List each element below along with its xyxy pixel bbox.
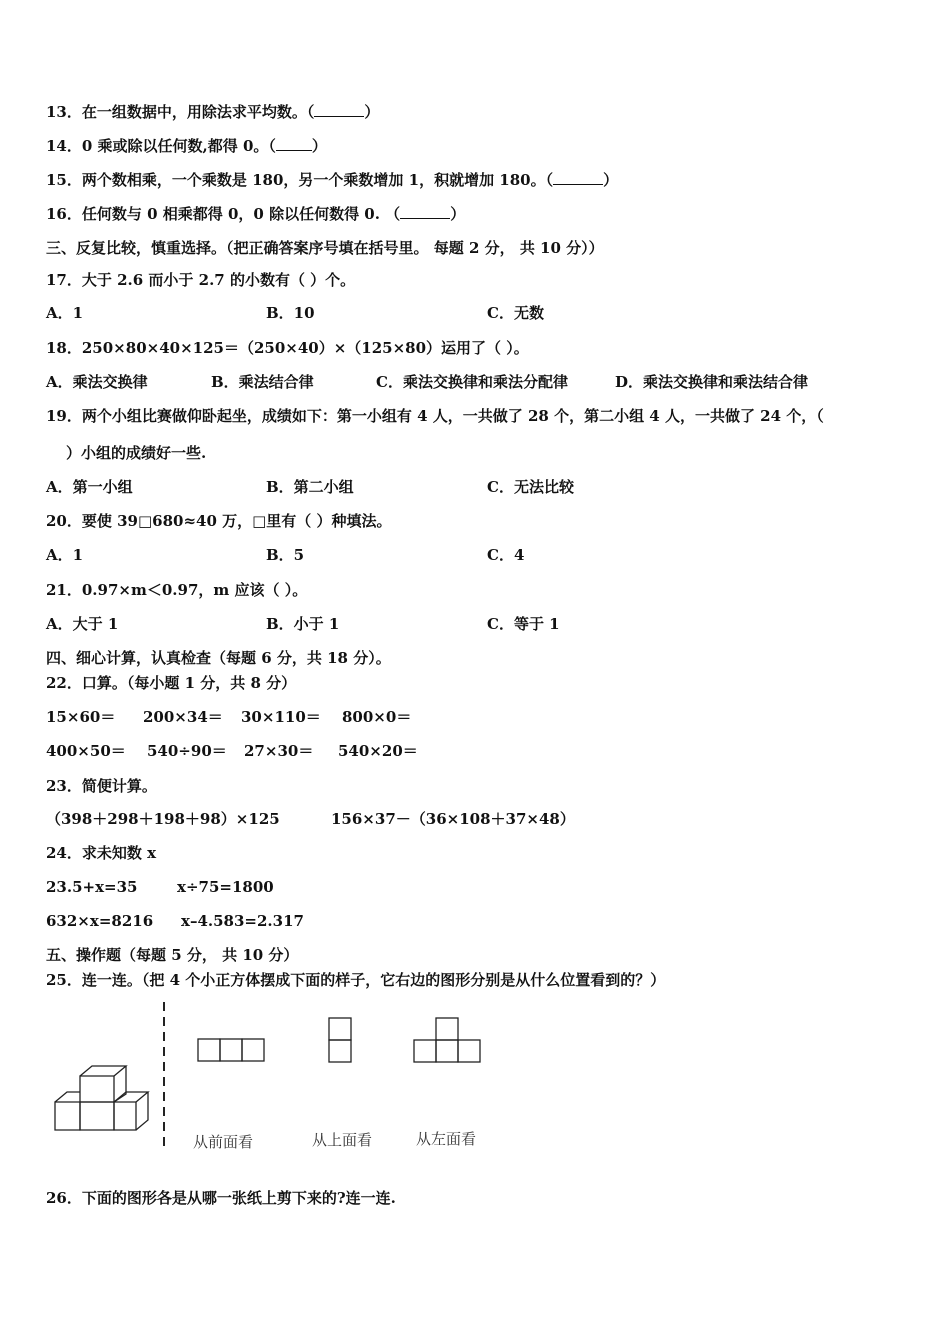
top-view-caption: 从上面看 — [312, 1131, 373, 1149]
question-24-title: 24．求未知数 x — [46, 844, 157, 862]
answer-blank[interactable] — [276, 136, 312, 151]
question-13 — [46, 101, 379, 123]
question-19-stem-line2: ）小组的成绩好一些. — [66, 444, 207, 462]
q14-number: 14． — [46, 137, 82, 155]
q21-option-b[interactable]: B．小于 1 — [266, 615, 340, 633]
q13-text: 在一组数据中，用除法求平均数。（ — [81, 103, 315, 121]
section-4-heading: 四、细心计算，认真检查（每题 6 分，共 18 分）。 — [46, 649, 391, 667]
q24-equation: x÷75=1800 — [177, 878, 274, 896]
q20-option-b[interactable]: B．5 — [266, 546, 305, 564]
question-18-stem: 18．250×80×40×125＝（250×40）×（125×80）运用了（ ）。 — [46, 339, 529, 357]
question-15 — [46, 169, 618, 191]
q14-close-paren: ） — [311, 137, 327, 155]
question-22-title: 22．口算。（每小题 1 分，共 8 分） — [46, 674, 297, 692]
question-26-stem: 26．下面的图形各是从哪一张纸上剪下来的?连一连. — [46, 1189, 396, 1207]
q24-equation: 632×x=8216 — [46, 912, 154, 930]
q21-option-c[interactable]: C．等于 1 — [487, 615, 560, 633]
q17-option-c[interactable]: C．无数 — [487, 304, 544, 322]
question-20-stem: 20．要使 39□680≈40 万，□里有（ ）种填法。 — [46, 512, 392, 530]
left-view-caption: 从左面看 — [416, 1130, 477, 1148]
question-19-stem-line1: 19．两个小组比赛做仰卧起坐，成绩如下：第一小组有 4 人，一共做了 28 个，第二小组 4 人，一共做了 24 个，（ — [46, 407, 824, 425]
q22-item: 27×30＝ — [244, 742, 314, 760]
q15-close-paren: ） — [603, 171, 619, 189]
q22-item: 400×50＝ — [46, 742, 126, 760]
q23-expression-2: 156×37－（36×108＋37×48） — [331, 810, 575, 828]
q19-option-a[interactable]: A．第一小组 — [46, 478, 133, 496]
q18-option-b[interactable]: B．乘法结合律 — [211, 373, 314, 391]
top-view-shape — [328, 1017, 354, 1065]
dashed-divider — [161, 1002, 167, 1148]
answer-blank[interactable] — [314, 102, 364, 117]
question-23-title: 23．简便计算。 — [46, 777, 157, 795]
q20-option-c[interactable]: C．4 — [487, 546, 525, 564]
left-view-shape — [413, 1017, 483, 1065]
question-17-stem: 17．大于 2.6 而小于 2.7 的小数有（ ）个。 — [46, 271, 356, 289]
q24-equation: x–4.583=2.317 — [181, 912, 304, 930]
q13-number: 13． — [46, 103, 82, 121]
q19-option-b[interactable]: B．第二小组 — [266, 478, 354, 496]
q19-option-c[interactable]: C．无法比较 — [487, 478, 574, 496]
q13-close-paren: ） — [364, 103, 380, 121]
section-5-heading: 五、操作题（每题 5 分， 共 10 分） — [46, 946, 299, 964]
cube-stack-figure — [50, 1058, 160, 1138]
q22-item: 30×110＝ — [241, 708, 321, 726]
q24-equation: 23.5+x=35 — [46, 878, 138, 896]
front-view-caption: 从前面看 — [193, 1133, 254, 1151]
answer-blank[interactable] — [553, 170, 603, 185]
q16-close-paren: ） — [450, 205, 466, 223]
q22-item: 540÷90＝ — [147, 742, 227, 760]
question-25-stem: 25．连一连。（把 4 个小正方体摆成下面的样子，它右边的图形分别是从什么位置看到的？） — [46, 971, 666, 989]
q17-option-a[interactable]: A．1 — [46, 304, 84, 322]
q16-number: 16． — [46, 205, 82, 223]
q22-item: 800×0＝ — [342, 708, 412, 726]
q18-option-c[interactable]: C．乘法交换律和乘法分配律 — [376, 373, 568, 391]
q16-text: 任何数与 0 相乘都得 0，0 除以任何数得 0. （ — [81, 205, 401, 223]
answer-blank[interactable] — [400, 204, 450, 219]
question-14 — [46, 135, 327, 157]
question-16 — [46, 203, 465, 225]
q22-item: 15×60＝ — [46, 708, 116, 726]
q22-item: 540×20＝ — [338, 742, 418, 760]
q17-option-b[interactable]: B．10 — [266, 304, 315, 322]
q18-option-d[interactable]: D．乘法交换律和乘法结合律 — [615, 373, 809, 391]
q23-expression-1: （398＋298＋198＋98）×125 — [46, 810, 280, 828]
q18-option-a[interactable]: A．乘法交换律 — [46, 373, 148, 391]
q15-text: 两个数相乘，一个乘数是 180，另一个乘数增加 1，积就增加 180。（ — [81, 171, 554, 189]
q15-number: 15． — [46, 171, 82, 189]
q14-text: 0 乘或除以任何数,都得 0。（ — [81, 137, 276, 155]
question-21-stem: 21．0.97×m＜0.97，m 应该（ ）。 — [46, 581, 308, 599]
q21-option-a[interactable]: A．大于 1 — [46, 615, 119, 633]
section-3-heading: 三、反复比较，慎重选择。（把正确答案序号填在括号里。 每题 2 分， 共 10 分）） — [46, 239, 604, 257]
q20-option-a[interactable]: A．1 — [46, 546, 84, 564]
front-view-shape — [197, 1038, 267, 1064]
q22-item: 200×34＝ — [143, 708, 223, 726]
